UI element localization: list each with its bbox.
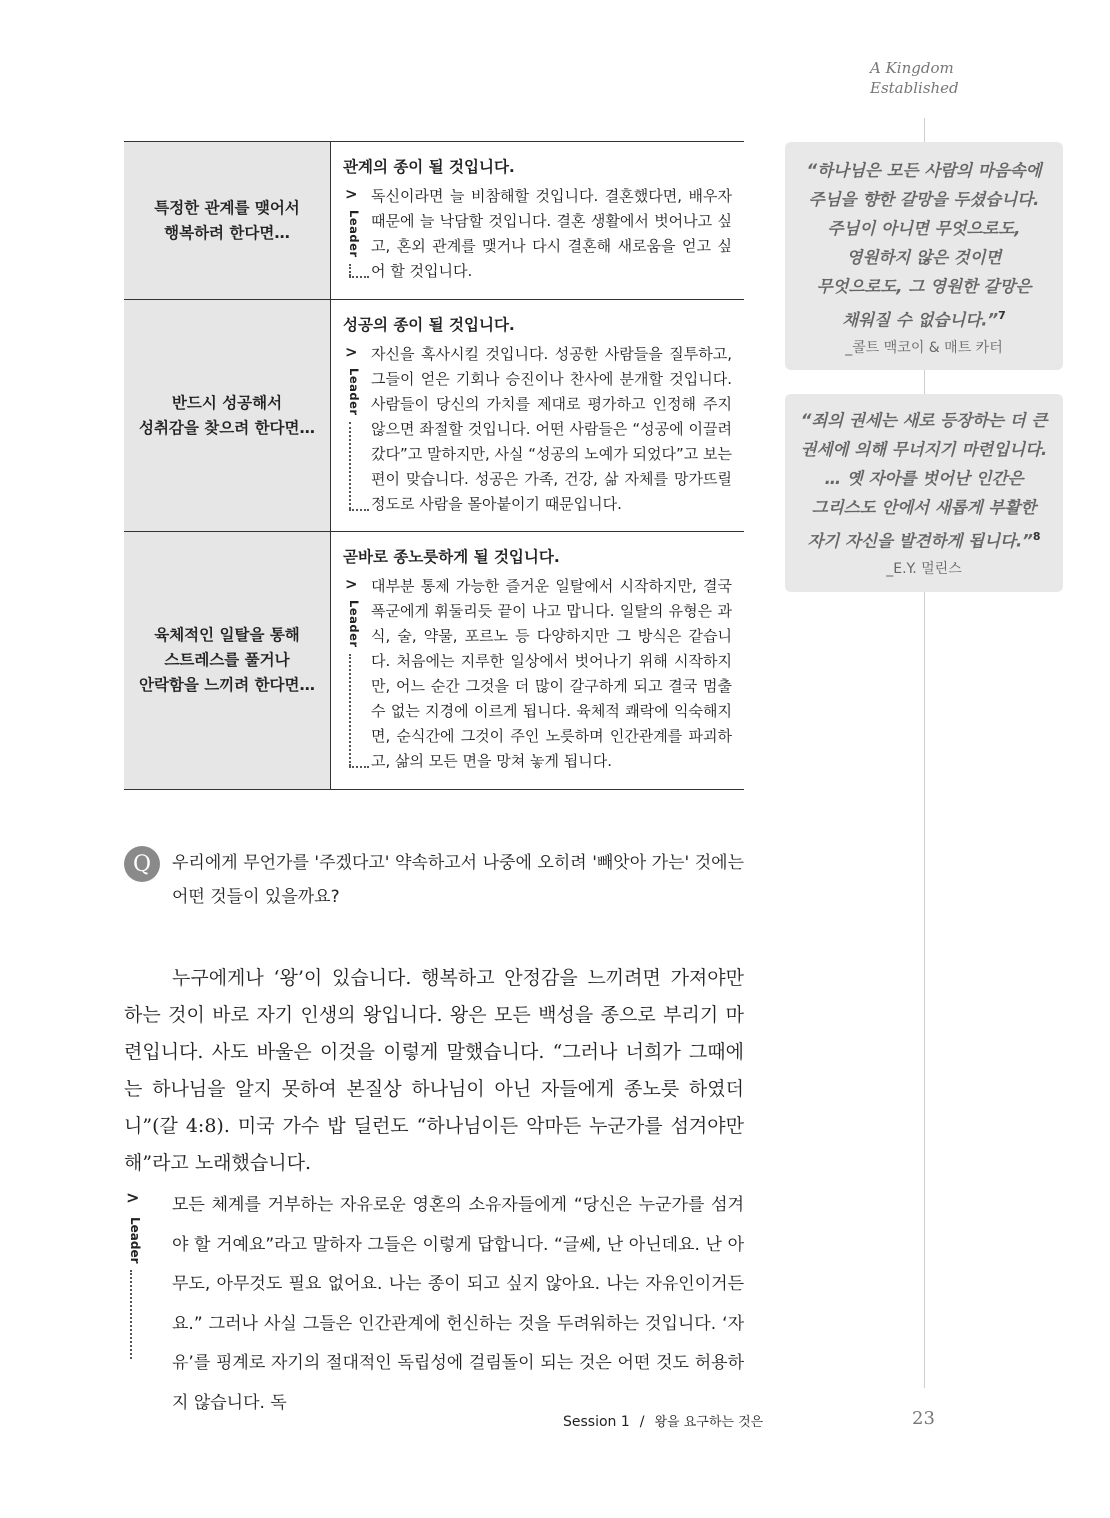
sidebar-quote [785,394,1063,592]
question-text: 우리에게 무언가를 '주겠다고' 약속하고서 나중에 오히려 '빼앗아 가는' 것에는 어떤 것들이 있을까요? [172,853,744,907]
leader-marker [343,184,371,284]
leader-marker [124,1188,164,1363]
footnote-ref: 8 [1032,530,1041,543]
arrow-icon: > [126,1188,140,1207]
dotted-rule-tail [349,766,369,768]
table-result-title: 곧바로 종노릇하게 될 것입니다. [343,548,560,566]
arrow-icon: > [345,185,358,203]
leader-paragraph: 모든 체계를 거부하는 자유로운 영혼의 소유자들에게 “당신은 누군가를 섬겨야 할 거예요”라고 말하자 그들은 이렇게 답합니다. “글쎄, 난 아닌데요. 난 아무도, 아무것도 필요 없어요. 나는 종이 되고 싶지 않아요. 나는 자유인이거든요.” 그러나 사실 그들은 인간관계에 헌신하는 것을 두려워하는 것입니다. ‘자유’를 핑계로 자기의 절대적인 독립성에 걸림돌이 되는 것은 어떤 것도 허용하지 않습니다. 독 [172,1195,744,1413]
table-row [124,300,744,532]
footnote-ref: 7 [998,309,1006,322]
running-head [870,58,990,98]
table-result-title: 관계의 종이 될 것입니다. [343,158,515,176]
quote-text: “하나님은 모든 사람의 마음속에 주님을 향한 갈망을 두셨습니다. 주님이 아니면 무엇으로도, 영원하지 않은 것이면 무엇으로도, 그 영원한 갈망은 채워질 수 없습니다.” [806,161,1042,330]
quote-author: _E.Y. 멀린스 [886,560,962,577]
table-condition-cell: 육체적인 일탈을 통해 스트레스를 풀거나 안락함을 느끼려 한다면… [124,532,331,789]
leader-label: Leader [128,1217,142,1264]
table-condition-cell: 특정한 관계를 맺어서 행복하려 한다면… [124,142,331,299]
table-row [124,142,744,300]
dotted-rule [349,654,351,766]
dotted-rule [130,1270,132,1359]
leader-marker [343,574,371,774]
quote-author: _콜트 맥코이 & 매트 카터 [845,339,1003,356]
table-condition-cell: 반드시 성공해서 성취감을 찾으려 한다면… [124,300,331,531]
footer-session [563,1411,763,1430]
running-head-line2: Established [870,79,959,97]
table-result-cell [331,142,744,299]
page-number: 23 [912,1408,935,1429]
session-label: Session 1 [563,1414,630,1430]
arrow-icon: > [345,343,358,361]
question-icon: Q [124,846,160,882]
leader-label: Leader [347,368,361,416]
arrow-icon: > [345,575,358,593]
table-result-text: 대부분 통제 가능한 즐거운 일탈에서 시작하지만, 결국 폭군에게 휘둘리듯 끝이 나고 맙니다. 일탈의 유형은 과식, 술, 약물, 포르노 등 다양하지만 그 방식은 같습니다. 처음에는 지루한 일상에서 벗어나기 위해 시작하지만, 어느 순간 그것을 더 많이 갈구하게 되고 결국 멈출 수 없는 지경에 이르게 됩니다. 육체적 쾌락에 익숙해지면, 순식간에 그것이 주인 노릇하며 인간관계를 파괴하고, 삶의 모든 면을 망쳐 놓게 됩니다. [371,577,732,770]
body-paragraph: 누구에게나 ‘왕’이 있습니다. 행복하고 안정감을 느끼려면 가져야만 하는 것이 바로 자기 인생의 왕입니다. 왕은 모든 백성을 종으로 부리기 마련입니다. 사도 바울은 이것을 이렇게 말했습니다. “그러나 너희가 그때에는 하나님을 알지 못하여 본질상 하나님이 아닌 자들에게 종노릇 하였더니”(갈 4:8). 미국 가수 밥 딜런도 “하나님이든 악마든 누군가를 섬겨야만 해”라고 노래했습니다. [124,967,744,1174]
running-head-line1: A Kingdom [870,59,954,77]
dotted-rule [349,264,351,276]
sidebar-quote [785,142,1063,370]
table-result-title: 성공의 종이 될 것입니다. [343,316,515,334]
leader-label: Leader [347,210,361,258]
comparison-table [124,141,744,790]
session-subtitle: 왕을 요구하는 것은 [654,1415,764,1430]
table-result-cell [331,532,744,789]
table-row [124,532,744,790]
dotted-rule-tail [349,509,369,511]
leader-label: Leader [347,600,361,648]
dotted-rule-tail [349,276,369,278]
quote-text: “죄의 권세는 새로 등장하는 더 큰 권세에 의해 무너지기 마련입니다. … 옛 자아를 벗어난 인간은 그리스도 안에서 새롭게 부활한 자기 자신을 발견하게 됩니다.” [800,411,1048,551]
table-result-text: 자신을 혹사시킬 것입니다. 성공한 사람들을 질투하고, 그들이 얻은 기회나 승진이나 찬사에 분개할 것입니다. 사람들이 당신의 가치를 제대로 평가하고 인정해 주지 않으면 좌절할 것입니다. 어떤 사람들은 “성공에 이끌려갔다”고 말하지만, 사실 “성공의 노예가 되었다”고 보는 편이 맞습니다. 성공은 가족, 건강, 삶 자체를 망가뜨릴 정도로 사람을 몰아붙이기 때문입니다. [371,345,732,513]
dotted-rule [349,422,351,509]
footer-slash: / [639,1414,645,1430]
table-result-cell [331,300,744,531]
leader-marker [343,342,371,517]
table-result-text: 독신이라면 늘 비참해할 것입니다. 결혼했다면, 배우자 때문에 늘 낙담할 것입니다. 결혼 생활에서 벗어나고 싶고, 혼외 관계를 맺거나 다시 결혼해 새로움을 얻고 싶어 할 것입니다. [371,187,732,280]
